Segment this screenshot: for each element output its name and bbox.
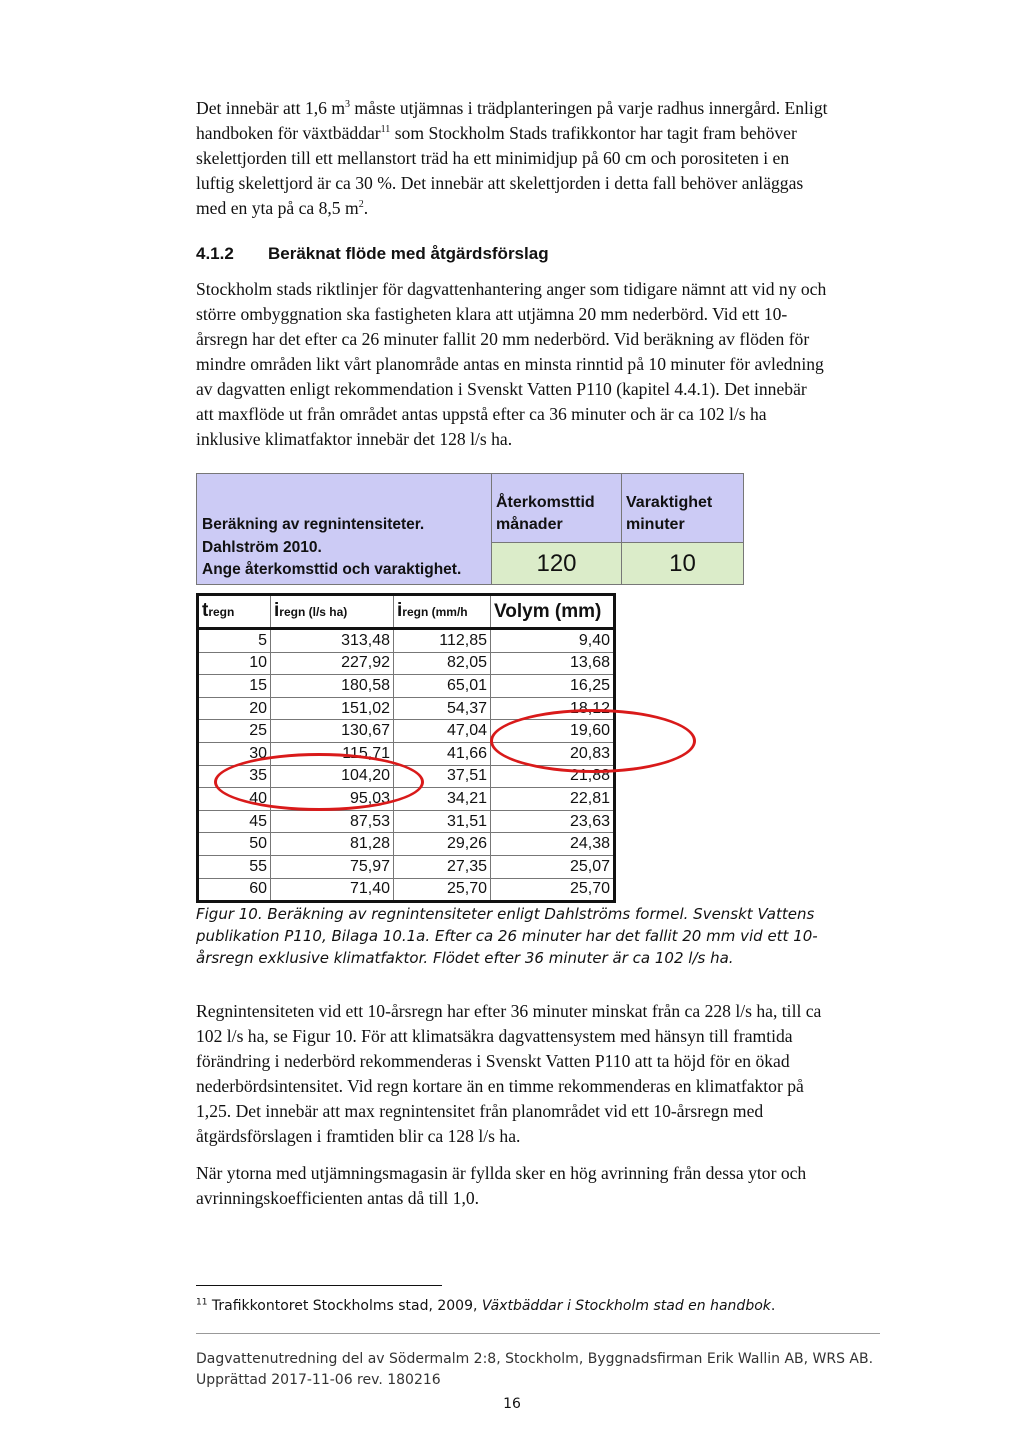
header-line: Återkomsttid	[496, 494, 595, 511]
cell-intensity-mmh: 27,35	[394, 855, 491, 878]
highlight-ring-intensity	[214, 753, 424, 811]
footer-line: Upprättad 2017-11-06 rev. 180216	[196, 1372, 441, 1388]
paragraph-line: förändring i nederbörd rekommenderas i Svenskt Vatten P110 att ta höjd för en ökad	[196, 1051, 790, 1071]
intro-paragraph	[196, 96, 886, 221]
cell-intensity-mmh: 41,66	[394, 742, 491, 765]
cell-intensity-ls: 151,02	[271, 697, 394, 720]
col-header-time	[198, 595, 271, 629]
guidelines-paragraph	[196, 277, 886, 452]
cell-intensity-mmh: 34,21	[394, 788, 491, 811]
return-period-header	[492, 474, 622, 543]
cell-time: 20	[198, 697, 271, 720]
text-fragment: som Stockholm Stads trafikkontor har tagit fram behöver	[390, 123, 797, 143]
table-row	[198, 629, 615, 653]
figure-caption	[196, 903, 876, 969]
table-row	[198, 833, 615, 856]
paragraph-line: att maxflöde ut från området antas uppstå efter ca 36 minuter och är ca 102 l/s ha	[196, 404, 767, 424]
cell-volume: 18,12	[491, 697, 615, 720]
col-header-intensity-mmh	[394, 595, 491, 629]
cell-intensity-ls: 104,20	[271, 765, 394, 788]
cell-time: 45	[198, 810, 271, 833]
return-period-input[interactable]: 120	[492, 543, 622, 584]
header-line: månader	[496, 516, 563, 533]
superscript: 3	[345, 99, 351, 111]
caption-line: årsregn exklusive klimatfaktor. Flödet efter 36 minuter är ca 102 l/s ha.	[196, 949, 734, 967]
highlight-ring-volume	[490, 709, 696, 773]
table-row	[198, 652, 615, 675]
cell-intensity-mmh: 31,51	[394, 810, 491, 833]
section-heading	[196, 244, 549, 264]
cell-intensity-ls: 130,67	[271, 720, 394, 743]
footnote-text: Trafikkontoret Stockholms stad, 2009,	[207, 1298, 482, 1314]
cell-time: 60	[198, 878, 271, 902]
cell-intensity-ls: 180,58	[271, 675, 394, 698]
cell-intensity-ls: 71,40	[271, 878, 394, 902]
header-main: t	[202, 600, 209, 621]
footnote-mark: 11	[196, 1297, 208, 1308]
cell-volume: 13,68	[491, 652, 615, 675]
cell-time: 55	[198, 855, 271, 878]
cell-time: 40	[198, 788, 271, 811]
text-fragment: Det innebär att 1,6 m	[196, 98, 346, 118]
section-number: 4.1.2	[196, 244, 234, 263]
cell-intensity-ls: 81,28	[271, 833, 394, 856]
footnote-title: Växtbäddar i Stockholm stad en handbok	[481, 1298, 771, 1314]
cell-intensity-ls: 95,03	[271, 788, 394, 811]
col-header-volume: Volym (mm)	[491, 595, 615, 629]
intro-line: luftig skelettjord är ca 30 %. Det innebär att skelettjorden i detta fall behöver anläggas	[196, 173, 804, 193]
cell-time: 5	[198, 629, 271, 653]
cell-time: 50	[198, 833, 271, 856]
cell-volume: 16,25	[491, 675, 615, 698]
intro-line	[196, 121, 886, 146]
caption-line: Figur 10. Beräkning av regnintensiteter enligt Dahlströms formel. Svenskt Vattens	[196, 905, 815, 923]
paragraph-line: avrinningskoefficienten antas då till 1,0.	[196, 1188, 480, 1208]
cell-intensity-ls: 313,48	[271, 629, 394, 653]
cell-time: 10	[198, 652, 271, 675]
intro-line: skelettjorden till ett mellanstort träd ha ett minimidjup på 60 cm och porositeten i en	[196, 148, 790, 168]
footnote-divider	[196, 1285, 442, 1286]
col-header-intensity-ls	[271, 595, 394, 629]
footer-line: Dagvattenutredning del av Södermalm 2:8, Stockholm, Byggnadsfirman Erik Wallin AB, WRS AB.	[196, 1351, 874, 1367]
cell-volume: 23,63	[491, 810, 615, 833]
table-header-row	[198, 595, 615, 629]
page-number: 16	[503, 1396, 521, 1412]
paragraph-line: mindre områden likt vårt planområde antas en minsta rinntid på 10 minuter för avledning	[196, 354, 824, 374]
footnote-reference[interactable]: 11	[380, 124, 391, 136]
header-main: i	[397, 600, 403, 621]
figure-title-line: Beräkning av regnintensiteter.	[202, 516, 425, 533]
footer-divider	[196, 1333, 880, 1334]
header-sub: regn (l/s ha)	[279, 605, 348, 619]
cell-intensity-ls: 115,71	[271, 742, 394, 765]
table-row	[198, 810, 615, 833]
figure-title-block	[197, 474, 492, 584]
paragraph-line: När ytorna med utjämningsmagasin är fyllda sker en hög avrinning från dessa ytor och	[196, 1163, 807, 1183]
table-row	[198, 675, 615, 698]
header-line: minuter	[626, 516, 685, 533]
paragraph-line: åtgärdsförslagen i framtiden blir ca 128 l/s ha.	[196, 1126, 521, 1146]
cell-intensity-mmh: 65,01	[394, 675, 491, 698]
header-sub: regn (mm/h	[402, 605, 468, 619]
cell-volume: 25,70	[491, 878, 615, 902]
cell-intensity-ls: 87,53	[271, 810, 394, 833]
header-line: Varaktighet	[626, 494, 713, 511]
figure-title-line: Dahlström 2010.	[202, 539, 322, 556]
paragraph-line: Regnintensiteten vid ett 10-årsregn har efter 36 minuter minskat från ca 228 l/s ha, till ca	[196, 1001, 822, 1021]
cell-volume: 9,40	[491, 629, 615, 653]
runoff-paragraph	[196, 1161, 886, 1211]
cell-intensity-mmh: 82,05	[394, 652, 491, 675]
text-fragment: måste utjämnas i trädplanteringen på varje radhus innergård. Enligt	[350, 98, 828, 118]
caption-line: publikation P110, Bilaga 10.1a. Efter ca 26 minuter har det fallit 20 mm vid ett 10-	[196, 927, 818, 945]
cell-volume: 21,88	[491, 765, 615, 788]
cell-volume: 19,60	[491, 720, 615, 743]
climate-factor-paragraph	[196, 999, 886, 1149]
section-title: Beräknat flöde med åtgärdsförslag	[268, 244, 549, 263]
cell-intensity-mmh: 37,51	[394, 765, 491, 788]
cell-time: 30	[198, 742, 271, 765]
paragraph-line: Stockholm stads riktlinjer för dagvattenhantering anger som tidigare nämnt att vid ny och	[196, 279, 827, 299]
cell-intensity-ls: 227,92	[271, 652, 394, 675]
cell-intensity-ls: 75,97	[271, 855, 394, 878]
rain-intensity-figure	[196, 473, 744, 898]
page-footer	[196, 1349, 873, 1391]
text-fragment: .	[363, 198, 369, 218]
paragraph-line: 102 l/s ha, se Figur 10. För att klimatsäkra dagvattensystem med hänsyn till framtida	[196, 1026, 793, 1046]
cell-intensity-mmh: 54,37	[394, 697, 491, 720]
figure-header-panel	[196, 473, 744, 585]
footnote	[196, 1298, 775, 1314]
figure-title-line: Ange återkomsttid och varaktighet.	[202, 561, 462, 578]
text-fragment: med en yta på ca 8,5 m	[196, 198, 359, 218]
cell-intensity-mmh: 25,70	[394, 878, 491, 902]
paragraph-line: nederbördsintensitet. Vid regn kortare än en timme rekommenderas en klimatfaktor på	[196, 1076, 804, 1096]
header-main: i	[274, 600, 280, 621]
intro-line	[196, 196, 886, 221]
table-row	[198, 855, 615, 878]
header-sub: regn	[208, 605, 235, 619]
cell-volume: 24,38	[491, 833, 615, 856]
footnote-end: .	[770, 1298, 776, 1314]
superscript: 2	[358, 199, 364, 211]
paragraph-line: årsregn har det efter ca 26 minuter fallit 20 mm nederbörd. Vid beräkning av flöden för	[196, 329, 810, 349]
cell-time: 15	[198, 675, 271, 698]
text-fragment: handboken för växtbäddar	[196, 123, 381, 143]
duration-input[interactable]: 10	[622, 543, 743, 584]
cell-intensity-mmh: 29,26	[394, 833, 491, 856]
cell-intensity-mmh: 47,04	[394, 720, 491, 743]
paragraph-line: av dagvatten enligt rekommendation i Svenskt Vatten P110 (kapitel 4.4.1). Det innebär	[196, 379, 807, 399]
paragraph-line: 1,25. Det innebär att max regnintensitet från planområdet vid ett 10-årsregn med	[196, 1101, 764, 1121]
duration-header	[622, 474, 743, 543]
cell-volume: 22,81	[491, 788, 615, 811]
cell-time: 35	[198, 765, 271, 788]
paragraph-line: inklusive klimatfaktor innebär det 128 l/s ha.	[196, 429, 513, 449]
cell-volume: 20,83	[491, 742, 615, 765]
cell-intensity-mmh: 112,85	[394, 629, 491, 653]
intro-line	[196, 96, 886, 121]
paragraph-line: större ombyggnation ska fastigheten klara att utjämna 20 mm nederbörd. Vid ett 10-	[196, 304, 788, 324]
table-row	[198, 878, 615, 902]
cell-time: 25	[198, 720, 271, 743]
cell-volume: 25,07	[491, 855, 615, 878]
